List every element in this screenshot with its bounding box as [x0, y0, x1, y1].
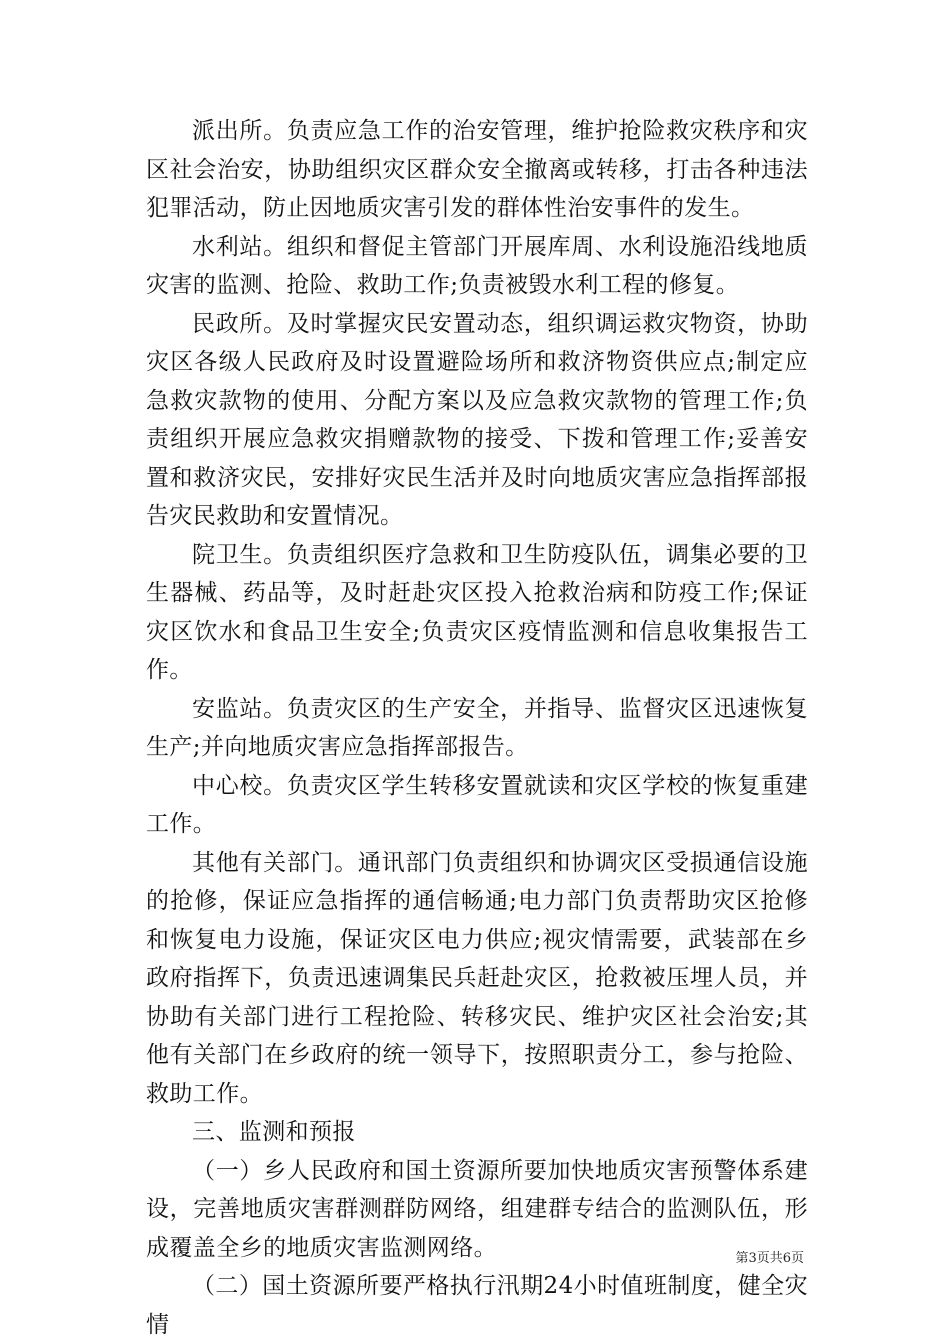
section-heading-monitoring: 三、监测和预报	[192, 1119, 356, 1145]
page-number: 第3页共6页	[735, 1251, 804, 1266]
paragraph-safety-station: 安监站。负责灾区的生产安全，并指导、监督灾区迅速恢复生产;并向地质灾害应急指挥部报告。	[146, 695, 808, 760]
paragraph-health-clinic: 院卫生。负责组织医疗急救和卫生防疫队伍，调集必要的卫生器械、药品等，及时赶赴灾区投入抢救治病和防疫工作;保证灾区饮水和食品卫生安全;负责灾区疫情监测和信息收集报告工作。	[146, 541, 808, 683]
paragraph-central-school: 中心校。负责灾区学生转移安置就读和灾区学校的恢复重建工作。	[146, 772, 808, 837]
document-body	[146, 112, 808, 1344]
paragraph-other-departments: 其他有关部门。通讯部门负责组织和协调灾区受损通信设施的抢修，保证应急指挥的通信畅通;电力部门负责帮助灾区抢修和恢复电力设施，保证灾区电力供应;视灾情需要，武装部在乡政府指挥下，负责迅速调集民兵赶赴灾区，抢救被压埋人员，并协助有关部门进行工程抢险、转移灾民、维护灾区社会治安;其他有关部门在乡政府的统一领导下，按照职责分工，参与抢险、救助工作。	[146, 849, 808, 1107]
paragraph-item-one: （一）乡人民政府和国土资源所要加快地质灾害预警体系建设，完善地质灾害群测群防网络，组建群专结合的监测队伍，形成覆盖全乡的地质灾害监测网络。	[146, 1157, 808, 1261]
paragraph-water-station: 水利站。组织和督促主管部门开展库周、水利设施沿线地质灾害的监测、抢险、救助工作;负责被毁水利工程的修复。	[146, 233, 808, 298]
paragraph-civil-affairs: 民政所。及时掌握灾民安置动态，组织调运救灾物资，协助灾区各级人民政府及时设置避险场所和救济物资供应点;制定应急救灾款物的使用、分配方案以及应急救灾款物的管理工作;负责组织开展应急救灾捐赠款物的接受、下拨和管理工作;妥善安置和救济灾民，安排好灾民生活并及时向地质灾害应急指挥部报告灾民救助和安置情况。	[146, 310, 808, 529]
paragraph-police-station: 派出所。负责应急工作的治安管理，维护抢险救灾秩序和灾区社会治安，协助组织灾区群众安全撤离或转移，打击各种违法犯罪活动，防止因地质灾害引发的群体性治安事件的发生。	[146, 118, 808, 221]
paragraph-item-two: （二）国土资源所要严格执行汛期24小时值班制度，健全灾情	[146, 1273, 808, 1338]
